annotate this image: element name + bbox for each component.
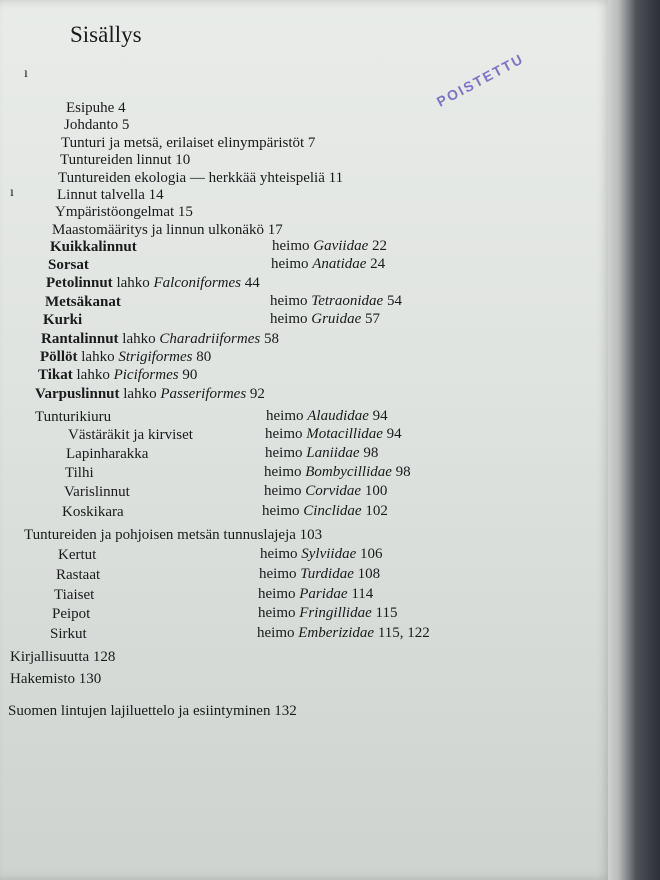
toc-rank: heimo [259,566,297,582]
toc-entry [46,274,260,292]
toc-family-info [264,483,387,500]
toc-taxon: Paridae [299,586,348,602]
toc-rank: heimo [266,408,304,424]
toc-taxon: Gaviidae [313,238,369,254]
toc-taxon: Turdidae [300,566,354,582]
toc-entry-text: Tuntureiden linnut 10 [60,152,191,168]
page-title: Sisällys [70,22,142,47]
toc-entry [10,670,101,688]
toc-entry [41,330,279,348]
toc-rank: heimo [257,625,295,641]
toc-subgroup-name: Koskikara [62,504,124,520]
toc-rank: heimo [260,546,298,562]
toc-subgroup-name: Tunturikiuru [35,409,112,425]
toc-group-name: Metsäkanat [45,294,121,310]
toc-subgroup-name: Tilhi [65,465,94,481]
toc-entry-text: Hakemisto 130 [10,671,102,687]
toc-entry [52,221,283,239]
toc-group-name: Kuikkalinnut [50,239,137,255]
toc-subgroup-name: Västäräkit ja kirviset [68,427,193,443]
toc-entry [61,134,315,152]
toc-rank: heimo [270,311,308,327]
toc-page-number: 57 [365,311,380,327]
toc-entry [48,256,89,274]
toc-page-number: 114 [351,586,374,602]
toc-entry [50,238,137,256]
toc-taxon: Tetraonidae [311,293,384,309]
toc-subgroup-name: Sirkut [50,626,87,642]
toc-page-number: 44 [244,275,260,291]
toc-subgroup-name: Varislinnut [64,484,130,500]
toc-family-info [264,464,411,481]
toc-rank: heimo [271,256,309,272]
toc-subgroup-name: Tiaiset [54,587,95,603]
toc-taxon: Emberizidae [298,625,375,641]
toc-entry [65,464,94,482]
toc-page-number: 24 [370,256,386,272]
toc-rank: heimo [262,503,300,519]
toc-page-number: 94 [386,426,402,442]
toc-page-number: 80 [196,349,212,365]
toc-rank: lahko [81,349,115,365]
toc-rank: heimo [258,605,296,621]
toc-group-name: Pöllöt [40,349,78,365]
toc-entry-text: Esipuhe 4 [66,100,126,116]
toc-entry-text: Kirjallisuutta 128 [10,649,116,665]
toc-entry [54,586,94,604]
toc-taxon: Anatidae [312,256,367,272]
toc-family-info [259,566,380,583]
toc-family-info [265,426,402,443]
toc-family-info [265,445,378,462]
toc-entry [35,408,111,426]
toc-subgroup-name: Rastaat [56,567,101,583]
toc-entry [64,116,129,134]
toc-entry [52,605,90,623]
toc-entry [55,203,193,221]
toc-page-number: 108 [357,566,381,582]
toc-rank: heimo [270,293,308,309]
toc-page-number: 98 [363,445,379,461]
toc-rank: heimo [265,426,303,442]
toc-taxon: Laniidae [306,445,360,461]
toc-entry-text: Maastomääritys ja linnun ulkonäkö 17 [52,222,283,238]
toc-rank: heimo [264,464,302,480]
toc-taxon: Sylviidae [301,546,357,562]
toc-page-number: 92 [249,386,265,402]
toc-entry-text: Tunturi ja metsä, erilaiset elinympäristöt 7 [61,135,316,151]
toc-taxon: Bombycillidae [305,464,392,480]
toc-entry-text: Tuntureiden ekologia — herkkää yhteispeliä 11 [58,170,344,186]
toc-entry [45,293,121,311]
toc-family-info [257,625,430,642]
toc-family-info [262,503,388,520]
toc-taxon: Charadriiformes [159,331,261,347]
toc-group-name: Kurki [43,312,83,328]
toc-page-number: 100 [364,483,388,499]
toc-page-number: 115, 122 [377,625,430,641]
toc-page-number: 106 [359,546,383,562]
toc-taxon: Gruidae [311,311,362,327]
toc-group-name: Sorsat [48,257,89,273]
toc-subgroup-name: Lapinharakka [66,446,149,462]
toc-page-number: 58 [263,331,279,347]
toc-page-number: 115 [375,605,398,621]
toc-entry [58,169,343,187]
toc-group-name: Rantalinnut [41,331,119,347]
toc-taxon: Fringillidae [299,605,372,621]
toc-page-number: 94 [372,408,388,424]
toc-family-info [270,293,402,310]
toc-rank: lahko [76,367,110,383]
toc-subgroup-name: Peipot [52,606,91,622]
toc-entry-text: Tuntureiden ja pohjoisen metsän tunnuslajeja 103 [24,527,323,543]
toc-entry [66,445,148,463]
toc-entry [43,311,82,329]
toc-family-info [271,256,385,273]
toc-entry-text: Linnut talvella 14 [57,187,164,203]
toc-page-number: 98 [395,464,411,480]
toc-taxon: Cinclidae [303,503,362,519]
toc-entry [57,186,164,204]
page-edge [608,0,660,880]
toc-group-name: Varpuslinnut [35,386,120,402]
toc-entry [40,348,211,366]
toc-taxon: Corvidae [305,483,362,499]
toc-family-info [258,586,373,603]
toc-taxon: Falconiformes [153,275,242,291]
toc-entry [62,503,124,521]
toc-taxon: Alaudidae [307,408,369,424]
toc-rank: lahko [122,331,156,347]
margin-mark: ı [10,185,14,200]
toc-family-info [270,311,380,328]
toc-entry [50,625,87,643]
toc-entry-text: Suomen lintujen lajiluettelo ja esiintyminen 132 [8,703,297,719]
toc-taxon: Strigiformes [118,349,193,365]
toc-page-number: 22 [371,238,387,254]
removed-stamp: POISTETTU [433,50,527,110]
toc-rank: heimo [272,238,310,254]
toc-taxon: Motacillidae [306,426,383,442]
toc-entry-text: Johdanto 5 [64,117,130,133]
toc-rank: lahko [116,275,150,291]
toc-subgroup-name: Kertut [58,547,97,563]
toc-rank: heimo [258,586,296,602]
toc-entry-text: Ympäristöongelmat 15 [55,204,193,220]
toc-entry [64,483,130,501]
toc-family-info [260,546,382,563]
toc-rank: lahko [123,386,157,402]
toc-entry [66,99,126,117]
toc-entry [58,546,96,564]
toc-family-info [272,238,387,255]
toc-page-number: 90 [182,367,198,383]
toc-taxon: Passeriformes [160,386,247,402]
margin-mark: ı [24,66,28,81]
toc-page-number: 54 [386,293,402,309]
toc-group-name: Tikat [38,367,73,383]
toc-entry [38,366,197,384]
toc-entry [35,385,265,403]
toc-group-name: Petolinnut [46,275,113,291]
toc-page-number: 102 [365,503,388,519]
toc-rank: heimo [265,445,303,461]
toc-entry [60,151,190,169]
toc-entry [24,526,322,544]
toc-rank: heimo [264,483,302,499]
toc-taxon: Piciformes [113,367,179,383]
toc-entry [8,702,297,720]
toc-family-info [266,408,388,425]
toc-entry [10,648,115,666]
toc-family-info [258,605,397,622]
toc-entry [56,566,100,584]
toc-entry [68,426,193,444]
